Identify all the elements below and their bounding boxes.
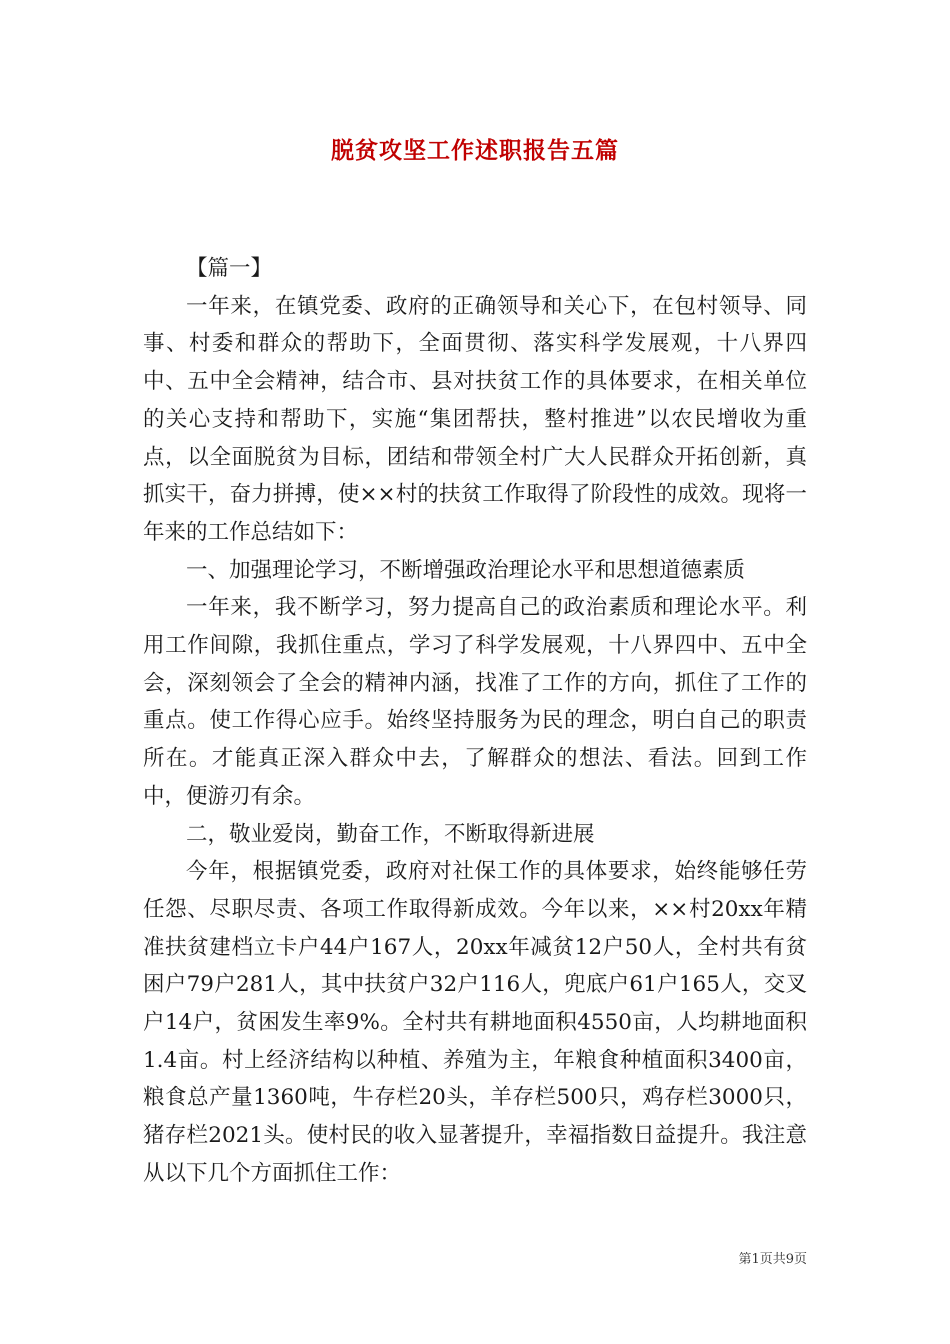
section-heading: 一、加强理论学习，不断增强政治理论水平和思想道德素质 (186, 557, 746, 583)
paragraph: 一年来，在镇党委、政府的正确领导和关心下，在包村领导、同事、村委和群众的帮助下，全面贯彻、落实科学发展观，十八界四中、五中全会精神，结合市、县对扶贫工作的具体要求，在相关单位的关心支持和帮助下，实施“集团帮扶，整村推进”以农民增收为重点，以全面脱贫为目标，团结和带领全村广大人民群众开拓创新，真抓实干，奋力拼搏，使××村的扶贫工作取得了阶段性的成效。现将一年来的工作总结如下： (143, 293, 807, 545)
paragraph: 今年，根据镇党委，政府对社保工作的具体要求，始终能够任劳任怨、尽职尽责、各项工作取得新成效。今年以来，××村20xx年精准扶贫建档立卡户44户167人，20xx年减贫12户50人，全村共有贫困户79户281人，其中扶贫户32户116人，兜底户61户165人，交叉户14户，贫困发生率9%。全村共有耕地面积4550亩，人均耕地面积1.4亩。村上经济结构以种植、养殖为主，年粮食种植面积3400亩，粮食总产量1360吨，牛存栏20头，羊存栏500只，鸡存栏3000只，猪存栏2021头。使村民的收入显著提升，幸福指数日益提升。我注意从以下几个方面抓住工作： (143, 859, 807, 1186)
document-title: 脱贫攻坚工作述职报告五篇 (331, 137, 619, 164)
section-heading: 二，敬业爱岗，勤奋工作，不断取得新进展 (186, 821, 595, 847)
document-body (143, 250, 807, 1193)
section-label: 【篇一】 (186, 256, 273, 281)
paragraph: 一年来，我不断学习，努力提高自己的政治素质和理论水平。利用工作间隙，我抓住重点，学习了科学发展观，十八界四中、五中全会，深刻领会了全会的精神内涵，找准了工作的方向，抓住了工作的重点。使工作得心应手。始终坚持服务为民的理念，明白自己的职责所在。才能真正深入群众中去，了解群众的想法、看法。回到工作中，便游刃有余。 (143, 595, 807, 809)
page-number: 第1页共9页 (738, 1252, 807, 1267)
